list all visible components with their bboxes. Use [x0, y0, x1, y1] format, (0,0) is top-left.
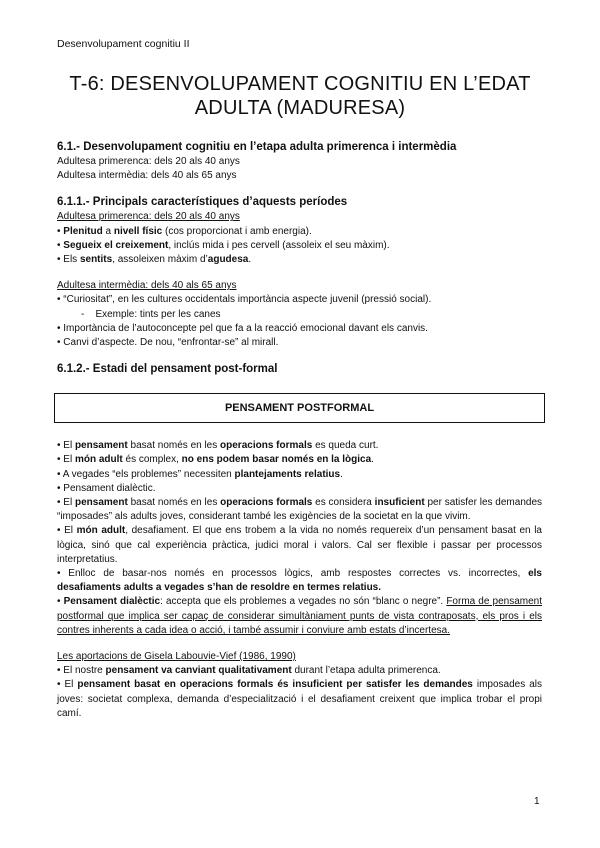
- running-header: Desenvolupament cognitiu II: [57, 38, 190, 50]
- title-line-1: T-6: DESENVOLUPAMENT COGNITIU EN L’EDAT: [69, 73, 531, 95]
- paragraph-item: • Pensament dialèctic.: [57, 482, 156, 494]
- bullet-item: • Plenitud a nivell físic (cos proporcionat i amb energia).: [57, 225, 312, 237]
- heading-6-1: 6.1.- Desenvolupament cognitiu en l’etapa adulta primerenca i intermèdia: [57, 141, 457, 153]
- bullet-item: • Importància de l’autoconcepte pel que fa a la reacció emocional davant els canvis.: [57, 322, 428, 334]
- heading-6-1-1: 6.1.1.- Principals característiques d’aquests períodes: [57, 196, 348, 209]
- paragraph-item: • Enlloc de basar-nos només en processos lògics, amb respostes correctes vs. incorrectes, els desafiaments adults a vegades s’han de resoldre en termes relatius.: [57, 568, 542, 594]
- sub-bullet-item: - Exemple: tints per les canes: [81, 308, 221, 320]
- section-box-title: PENSAMENT POSTFORMAL: [54, 393, 545, 423]
- subheading-primerenca: Adultesa primerenca: dels 20 als 40 anys: [57, 211, 240, 223]
- subheading-intermedia: Adultesa intermèdia: dels 40 als 65 anys: [57, 280, 237, 292]
- paragraph-item: • El món adult és complex, no ens podem basar només en la lògica.: [57, 454, 374, 466]
- subheading-labouvie: Les aportacions de Gisela Labouvie-Vief (1986, 1990): [57, 651, 296, 663]
- age-range-primerenca: Adultesa primerenca: dels 20 als 40 anys: [57, 156, 240, 167]
- paragraph-item: • El pensament basat en operacions formals és insuficient per satisfer les demandes imposades als joves: societat complexa, demanda d’especialització i el desafiament creixent que implica trobar el propi camí.: [57, 679, 542, 719]
- bullet-item: • Canvi d’aspecte. De nou, “enfrontar-se” al mirall.: [57, 337, 279, 349]
- title-line-2: ADULTA (MADURESA): [194, 97, 406, 119]
- document-body: [57, 140, 542, 721]
- paragraph-item: • El nostre pensament va canviant qualitativament durant l’etapa adulta primerenca.: [57, 665, 441, 677]
- page-title: [50, 72, 550, 120]
- bullet-item: • “Curiositat”, en les cultures occidentals importància aspecte juvenil (pressió social).: [57, 294, 432, 306]
- paragraph-item: • Pensament dialèctic: accepta que els problemes a vegades no són “blanc o negre”. Forma de pensament postformal que implica ser capaç de considerar simultàniament punts de vista contraposats, els pros i els contres inherents a cada idea o acció, i també assumir i conviure amb estats d’incertesa.: [57, 596, 542, 636]
- bullet-item: • Els sentits, assoleixen màxim d’agudesa.: [57, 254, 252, 266]
- paragraph-item: • El pensament basat només en les operacions formals es considera insuficient per satisfer les demandes “imposades” als adults joves, considerant també les exigències de la societat en la que vivim.: [57, 497, 543, 523]
- paragraph-item: • El món adult, desafiament. El que ens trobem a la vida no només requereix d’un pensament basat en la lògica, sinó que cal experiència pràctica, judici moral i valors. Cal ser flexible i passar per processos interpretatius.: [57, 525, 542, 565]
- age-range-intermedia: Adultesa intermèdia: dels 40 als 65 anys: [57, 170, 237, 182]
- paragraph-item: • El pensament basat només en les operacions formals es queda curt.: [57, 440, 379, 452]
- heading-6-1-2: 6.1.2.- Estadi del pensament post-formal: [57, 363, 278, 376]
- page-number: 1: [534, 796, 540, 807]
- paragraph-item: • A vegades “els problemes” necessiten plantejaments relatius.: [57, 468, 343, 480]
- bullet-item: • Segueix el creixement, inclús mida i pes cervell (assoleix el seu màxim).: [57, 239, 390, 251]
